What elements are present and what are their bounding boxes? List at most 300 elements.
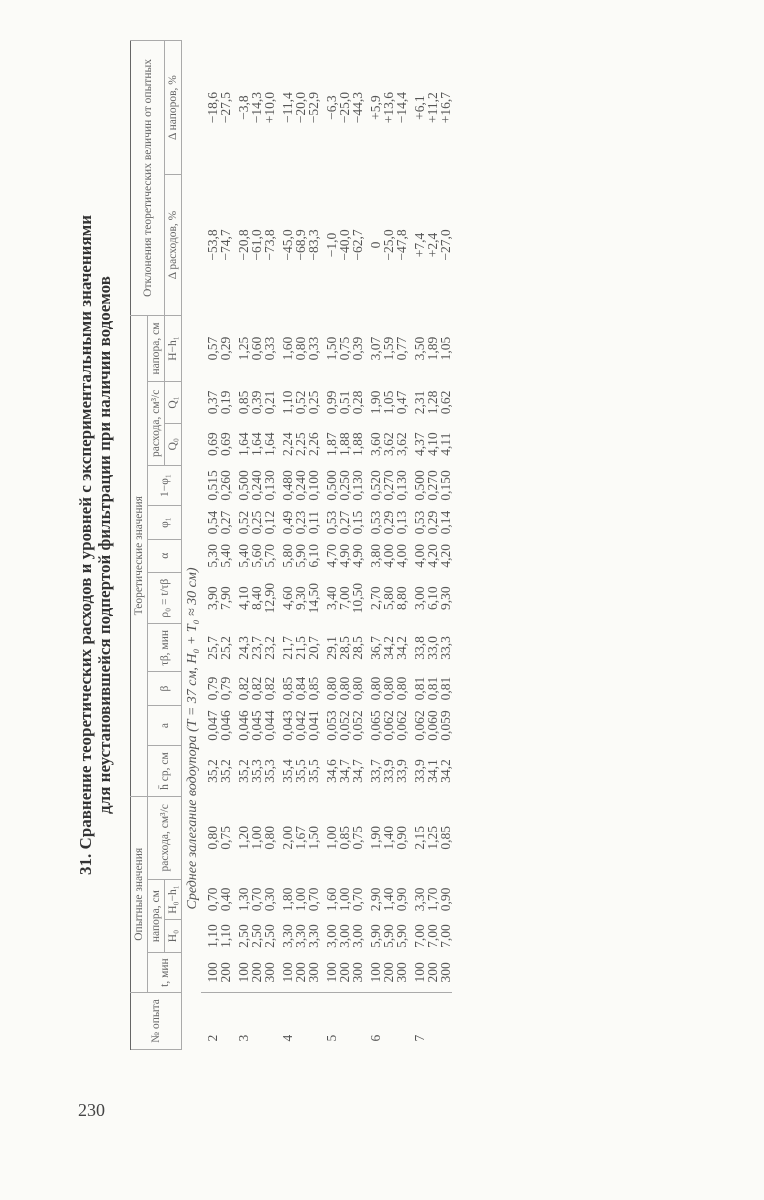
cell-h-avg: 35,2 <box>218 759 233 783</box>
cell-rho0: 14,50 <box>306 582 321 614</box>
header-tau-beta: τβ, мин <box>148 624 182 672</box>
cell-tau-beta: 25,7 <box>205 636 220 660</box>
cell-h-avg: 35,3 <box>249 759 264 783</box>
cell-rho0: 2,70 <box>368 586 383 610</box>
cell-H-h1: 0,29 <box>218 336 233 361</box>
table-row <box>219 41 232 1050</box>
cell-alpha: 5,30 <box>205 543 220 568</box>
cell-H-h1: 1,05 <box>438 336 453 361</box>
header-rho0: ρ₀ = t/τβ <box>148 572 182 623</box>
cell-Q0: 4,11 <box>438 432 453 456</box>
cell-beta: 0,85 <box>280 676 295 701</box>
cell-delta-head: +13,6 <box>381 91 396 124</box>
cell-H0-h1: 1,00 <box>337 887 352 912</box>
cell-exp-no <box>338 993 351 1050</box>
cell-delta-head: +6,1 <box>412 95 427 120</box>
cell-Q1: 0,99 <box>324 390 339 415</box>
cell-delta-flow: −62,7 <box>350 229 365 261</box>
cell-delta-head: −44,3 <box>350 91 365 124</box>
cell-rho0: 4,60 <box>280 586 295 610</box>
cell-exp-no <box>439 993 452 1050</box>
cell-H-h1: 1,25 <box>236 336 251 361</box>
cell-flow-exp: 1,40 <box>381 825 396 850</box>
cell-Q1: 0,51 <box>337 390 352 415</box>
cell-H-h1: 0,57 <box>205 336 220 361</box>
cell-t-min: 100 <box>205 962 220 983</box>
table-row <box>201 41 219 1050</box>
cell-delta-flow: −61,0 <box>249 229 264 261</box>
cell-rho0: 6,10 <box>425 586 440 610</box>
cell-Q1: 0,85 <box>236 390 251 415</box>
cell-one-minus-phi1: 0,130 <box>262 470 277 501</box>
cell-beta: 0,82 <box>249 676 264 701</box>
cell-a: 0,045 <box>249 710 264 741</box>
cell-tau-beta: 33,8 <box>412 636 427 660</box>
cell-H-h1: 0,33 <box>262 336 277 361</box>
cell-flow-exp: 2,15 <box>412 825 427 850</box>
cell-exp-no: 6 <box>364 993 382 1050</box>
cell-flow-exp: 1,50 <box>306 825 321 850</box>
cell-delta-flow: −20,8 <box>236 229 251 261</box>
cell-H0: 7,00 <box>438 924 453 948</box>
cell-beta: 0,85 <box>306 676 321 701</box>
cell-H0-h1: 0,40 <box>218 887 233 912</box>
cell-flow-exp: 2,00 <box>280 825 295 850</box>
cell-t-min: 100 <box>412 962 427 983</box>
cell-h-avg: 33,7 <box>368 759 383 783</box>
table-title <box>70 40 130 1050</box>
cell-tau-beta: 34,2 <box>381 636 396 660</box>
cell-rho0: 7,00 <box>337 586 352 610</box>
cell-beta: 0,81 <box>412 676 427 701</box>
cell-flow-exp: 0,75 <box>350 825 365 850</box>
cell-delta-head: −18,6 <box>205 91 220 124</box>
cell-H-h1: 1,60 <box>280 336 295 361</box>
cell-tau-beta: 33,3 <box>438 636 453 660</box>
cell-delta-flow: 0 <box>368 241 383 249</box>
cell-H0: 2,50 <box>262 924 277 948</box>
cell-one-minus-phi1: 0,240 <box>249 470 264 501</box>
cell-Q0: 0,69 <box>205 432 220 457</box>
section-label: Среднее залегание водоупора (T = 37 см, H₀ + T₀ ≈ 30 см) <box>185 567 200 910</box>
cell-exp-no: 3 <box>232 993 250 1050</box>
cell-flow-exp: 0,75 <box>218 825 233 850</box>
cell-H0: 1,10 <box>218 924 233 948</box>
cell-h-avg: 33,9 <box>412 759 427 783</box>
table-row <box>439 41 452 1050</box>
page-number: 230 <box>78 1100 105 1120</box>
cell-H0-h1: 0,70 <box>205 887 220 912</box>
cell-H0: 5,90 <box>394 924 409 948</box>
header-delta-flow: Δ расходов, % <box>165 175 182 316</box>
cell-alpha: 4,90 <box>337 543 352 568</box>
cell-h-avg: 35,3 <box>262 759 277 783</box>
cell-H0-h1: 1,70 <box>425 887 440 912</box>
header-phi1: φ₁ <box>148 506 182 539</box>
cell-exp-no <box>382 993 395 1050</box>
header-a: a <box>148 705 182 746</box>
cell-t-min: 200 <box>337 962 352 983</box>
cell-rho0: 8,40 <box>249 586 264 610</box>
cell-one-minus-phi1: 0,130 <box>394 470 409 501</box>
cell-alpha: 5,40 <box>236 543 251 568</box>
cell-delta-flow: −53,8 <box>205 229 220 261</box>
cell-exp-no: 7 <box>408 993 426 1050</box>
cell-one-minus-phi1: 0,520 <box>368 470 383 501</box>
cell-beta: 0,81 <box>425 676 440 701</box>
cell-H-h1: 0,33 <box>306 336 321 361</box>
cell-rho0: 3,90 <box>205 586 220 610</box>
cell-delta-flow: −45,0 <box>280 229 295 261</box>
cell-delta-head: −14,4 <box>394 91 409 124</box>
cell-alpha: 4,00 <box>381 543 396 568</box>
cell-h-avg: 34,7 <box>337 759 352 783</box>
table-row <box>320 41 338 1050</box>
cell-t-min: 300 <box>350 962 365 983</box>
cell-t-min: 200 <box>249 962 264 983</box>
cell-Q0: 1,64 <box>262 432 277 457</box>
cell-rho0: 3,40 <box>324 586 339 610</box>
cell-Q0: 3,62 <box>381 432 396 457</box>
table-row <box>364 41 382 1050</box>
cell-tau-beta: 25,2 <box>218 636 233 660</box>
cell-delta-head: −3,8 <box>236 95 251 120</box>
cell-H-h1: 0,39 <box>350 336 365 361</box>
cell-H0: 7,00 <box>425 924 440 948</box>
cell-flow-exp: 0,80 <box>205 825 220 850</box>
cell-rho0: 7,90 <box>218 586 233 610</box>
cell-delta-flow: −1,0 <box>324 232 339 258</box>
rotated-table-sheet <box>70 40 730 1050</box>
cell-alpha: 4,20 <box>425 543 440 568</box>
header-heads-cm: напора, см <box>148 880 165 953</box>
cell-delta-flow: −68,9 <box>293 229 308 261</box>
cell-Q0: 3,62 <box>394 432 409 457</box>
cell-H0: 7,00 <box>412 924 427 948</box>
cell-beta: 0,80 <box>324 676 339 701</box>
cell-one-minus-phi1: 0,100 <box>306 470 321 501</box>
cell-tau-beta: 28,5 <box>337 636 352 660</box>
cell-H0-h1: 3,30 <box>412 887 427 912</box>
cell-tau-beta: 23,7 <box>249 636 264 660</box>
cell-phi1: 0,53 <box>368 510 383 535</box>
cell-a: 0,062 <box>412 710 427 741</box>
cell-alpha: 4,00 <box>394 543 409 568</box>
cell-Q1: 0,62 <box>438 390 453 415</box>
cell-Q0: 1,64 <box>249 432 264 457</box>
header-Q0: Q₀ <box>165 423 182 465</box>
cell-H-h1: 1,59 <box>381 336 396 361</box>
cell-t-min: 300 <box>306 962 321 983</box>
cell-Q0: 2,24 <box>280 432 295 457</box>
header-h-avg: h̄ ср, см <box>148 746 182 796</box>
cell-tau-beta: 21,7 <box>280 636 295 660</box>
cell-delta-flow: −73,8 <box>262 229 277 261</box>
cell-delta-head: +5,9 <box>368 95 383 120</box>
cell-h-avg: 35,2 <box>236 759 251 783</box>
cell-exp-no: 4 <box>276 993 294 1050</box>
header-exp-no: № опыта <box>131 993 182 1050</box>
cell-t-min: 100 <box>324 962 339 983</box>
cell-delta-head: −20,0 <box>293 91 308 124</box>
cell-delta-head: +11,2 <box>425 92 440 123</box>
cell-flow-exp: 1,67 <box>293 825 308 850</box>
cell-flow-exp: 1,25 <box>425 825 440 850</box>
cell-exp-no: 5 <box>320 993 338 1050</box>
table-row <box>307 41 320 1050</box>
cell-rho0: 9,30 <box>293 586 308 610</box>
cell-a: 0,053 <box>324 710 339 741</box>
cell-exp-no <box>395 993 408 1050</box>
cell-rho0: 4,10 <box>236 586 251 610</box>
cell-exp-no <box>307 993 320 1050</box>
cell-H0: 3,00 <box>324 924 339 948</box>
cell-delta-flow: −40,0 <box>337 229 352 261</box>
cell-H0: 5,90 <box>381 924 396 948</box>
header-H-h1: H−h₁ <box>165 315 182 381</box>
cell-H-h1: 0,60 <box>249 336 264 361</box>
cell-Q0: 1,87 <box>324 432 339 457</box>
cell-H0: 2,50 <box>249 924 264 948</box>
cell-a: 0,062 <box>381 710 396 741</box>
cell-H0: 3,30 <box>306 924 321 948</box>
cell-h-avg: 35,5 <box>293 759 308 783</box>
cell-tau-beta: 29,1 <box>324 636 339 660</box>
cell-a: 0,059 <box>438 710 453 741</box>
cell-h-avg: 35,5 <box>306 759 321 783</box>
cell-flow-exp: 1,00 <box>249 825 264 850</box>
header-Q1: Q₁ <box>165 382 182 424</box>
cell-a: 0,062 <box>394 710 409 741</box>
cell-alpha: 6,10 <box>306 543 321 568</box>
cell-t-min: 300 <box>438 962 453 983</box>
cell-H-h1: 0,75 <box>337 336 352 361</box>
cell-one-minus-phi1: 0,270 <box>425 470 440 501</box>
cell-tau-beta: 28,5 <box>350 636 365 660</box>
cell-phi1: 0,53 <box>412 510 427 535</box>
cell-beta: 0,79 <box>218 676 233 701</box>
header-experimental-group: Опытные значения <box>131 796 148 993</box>
cell-phi1: 0,53 <box>324 510 339 535</box>
cell-rho0: 9,30 <box>438 586 453 610</box>
cell-phi1: 0,52 <box>236 510 251 535</box>
cell-one-minus-phi1: 0,240 <box>293 470 308 501</box>
cell-H-h1: 3,50 <box>412 336 427 361</box>
cell-one-minus-phi1: 0,500 <box>412 470 427 501</box>
cell-one-minus-phi1: 0,515 <box>205 470 220 501</box>
cell-flow-exp: 0,85 <box>438 825 453 850</box>
cell-alpha: 4,20 <box>438 543 453 568</box>
cell-a: 0,046 <box>218 710 233 741</box>
cell-exp-no <box>263 993 276 1050</box>
cell-a: 0,052 <box>337 710 352 741</box>
cell-H0: 5,90 <box>368 924 383 948</box>
cell-phi1: 0,27 <box>337 510 352 535</box>
cell-Q0: 3,60 <box>368 432 383 457</box>
cell-alpha: 5,90 <box>293 543 308 568</box>
header-head-theor: напора, см <box>148 315 165 381</box>
cell-beta: 0,80 <box>337 676 352 701</box>
cell-exp-no <box>426 993 439 1050</box>
cell-t-min: 200 <box>293 962 308 983</box>
cell-rho0: 8,80 <box>394 586 409 610</box>
header-theoretical-group: Теоретические значения <box>131 315 148 796</box>
cell-rho0: 3,00 <box>412 586 427 610</box>
cell-t-min: 200 <box>218 962 233 983</box>
cell-t-min: 100 <box>280 962 295 983</box>
cell-H0-h1: 0,90 <box>438 887 453 912</box>
cell-beta: 0,81 <box>438 676 453 701</box>
cell-rho0: 12,90 <box>262 582 277 614</box>
cell-flow-exp: 1,00 <box>324 825 339 850</box>
cell-delta-flow: −27,0 <box>438 229 453 261</box>
cell-phi1: 0,14 <box>438 510 453 535</box>
cell-Q1: 0,37 <box>205 390 220 415</box>
cell-H0-h1: 1,80 <box>280 887 295 912</box>
cell-phi1: 0,23 <box>293 510 308 535</box>
cell-phi1: 0,13 <box>394 510 409 535</box>
cell-H0-h1: 0,70 <box>350 887 365 912</box>
cell-delta-head: −25,0 <box>337 91 352 124</box>
cell-flow-exp: 0,80 <box>262 825 277 850</box>
cell-h-avg: 33,9 <box>381 759 396 783</box>
cell-H-h1: 1,89 <box>425 336 440 361</box>
cell-one-minus-phi1: 0,130 <box>350 470 365 501</box>
cell-Q1: 0,47 <box>394 390 409 415</box>
cell-alpha: 5,80 <box>280 543 295 568</box>
header-flow-exp: расхода, см³/с <box>148 796 182 879</box>
cell-H0-h1: 2,90 <box>368 887 383 912</box>
header-t-min: t, мин <box>148 953 182 993</box>
cell-t-min: 300 <box>262 962 277 983</box>
cell-a: 0,046 <box>236 710 251 741</box>
cell-h-avg: 34,7 <box>350 759 365 783</box>
cell-H-h1: 1,50 <box>324 336 339 361</box>
cell-Q1: 1,10 <box>280 390 295 415</box>
cell-H0: 3,00 <box>350 924 365 948</box>
cell-a: 0,041 <box>306 710 321 741</box>
cell-exp-no <box>351 993 364 1050</box>
cell-H0-h1: 0,70 <box>249 887 264 912</box>
cell-tau-beta: 21,5 <box>293 636 308 660</box>
cell-flow-exp: 0,90 <box>394 825 409 850</box>
cell-flow-exp: 1,90 <box>368 825 383 850</box>
cell-beta: 0,79 <box>205 676 220 701</box>
cell-beta: 0,80 <box>394 676 409 701</box>
cell-one-minus-phi1: 0,480 <box>280 470 295 501</box>
cell-Q1: 1,05 <box>381 390 396 415</box>
cell-one-minus-phi1: 0,250 <box>337 470 352 501</box>
cell-alpha: 4,70 <box>324 543 339 568</box>
cell-tau-beta: 23,2 <box>262 636 277 660</box>
cell-beta: 0,84 <box>293 676 308 701</box>
cell-H0-h1: 0,70 <box>306 887 321 912</box>
cell-tau-beta: 36,7 <box>368 636 383 660</box>
cell-Q1: 0,25 <box>306 390 321 415</box>
cell-alpha: 4,00 <box>412 543 427 568</box>
cell-delta-flow: −74,7 <box>218 229 233 261</box>
cell-H0: 1,10 <box>205 924 220 948</box>
header-deviation-group: Отклонения теоретических величин от опытных <box>131 41 165 316</box>
cell-beta: 0,80 <box>350 676 365 701</box>
cell-one-minus-phi1: 0,270 <box>381 470 396 501</box>
cell-a: 0,042 <box>293 710 308 741</box>
table-body <box>182 41 453 1050</box>
cell-Q1: 2,31 <box>412 390 427 415</box>
cell-H0-h1: 1,30 <box>236 887 251 912</box>
cell-H0: 3,30 <box>293 924 308 948</box>
cell-H-h1: 0,80 <box>293 336 308 361</box>
cell-phi1: 0,54 <box>205 510 220 535</box>
cell-H0: 3,30 <box>280 924 295 948</box>
cell-Q0: 2,26 <box>306 432 321 457</box>
cell-a: 0,043 <box>280 710 295 741</box>
comparison-table <box>130 40 452 1050</box>
cell-a: 0,060 <box>425 710 440 741</box>
cell-t-min: 100 <box>236 962 251 983</box>
title-line-2: для неустановившейся подпертой фильтрации при наличии водоемов <box>95 276 114 814</box>
cell-phi1: 0,29 <box>425 510 440 535</box>
cell-exp-no <box>294 993 307 1050</box>
cell-h-avg: 34,1 <box>425 759 440 783</box>
header-H0: H₀ <box>165 919 182 952</box>
cell-Q1: 0,19 <box>218 390 233 415</box>
cell-tau-beta: 33,0 <box>425 636 440 660</box>
table-row <box>351 41 364 1050</box>
cell-flow-exp: 0,85 <box>337 825 352 850</box>
cell-phi1: 0,11 <box>306 510 321 535</box>
table-row <box>408 41 426 1050</box>
cell-delta-head: −27,5 <box>218 91 233 124</box>
cell-exp-no <box>250 993 263 1050</box>
cell-H-h1: 3,07 <box>368 336 383 361</box>
cell-alpha: 5,60 <box>249 543 264 568</box>
header-alpha: α <box>148 539 182 572</box>
cell-exp-no: 2 <box>201 993 219 1050</box>
table-row <box>232 41 250 1050</box>
cell-delta-flow: +2,4 <box>425 232 440 258</box>
cell-Q1: 1,90 <box>368 390 383 415</box>
cell-delta-flow: +7,4 <box>412 232 427 258</box>
cell-Q0: 1,88 <box>337 432 352 457</box>
cell-delta-head: +16,7 <box>438 91 453 124</box>
header-one-minus-phi1: 1−φ₁ <box>148 465 182 506</box>
cell-beta: 0,82 <box>262 676 277 701</box>
cell-beta: 0,80 <box>381 676 396 701</box>
cell-t-min: 300 <box>394 962 409 983</box>
cell-Q1: 1,28 <box>425 390 440 415</box>
title-line-1: 31. Сравнение теоретических расходов и уровней с экспериментальными значениями <box>76 214 95 876</box>
cell-h-avg: 33,9 <box>394 759 409 783</box>
cell-phi1: 0,29 <box>381 510 396 535</box>
cell-rho0: 10,50 <box>350 582 365 614</box>
cell-beta: 0,82 <box>236 676 251 701</box>
cell-delta-flow: −83,3 <box>306 229 321 261</box>
header-delta-head: Δ напоров, % <box>165 41 182 175</box>
cell-delta-flow: −47,8 <box>394 229 409 261</box>
cell-delta-head: −14,3 <box>249 91 264 124</box>
cell-Q0: 2,25 <box>293 432 308 457</box>
cell-a: 0,065 <box>368 710 383 741</box>
cell-one-minus-phi1: 0,500 <box>236 470 251 501</box>
header-H0-h1: H₀−h₁ <box>165 880 182 920</box>
cell-Q1: 0,52 <box>293 390 308 415</box>
cell-H0: 3,00 <box>337 924 352 948</box>
cell-H0-h1: 1,00 <box>293 887 308 912</box>
cell-one-minus-phi1: 0,150 <box>438 470 453 501</box>
cell-h-avg: 34,2 <box>438 759 453 783</box>
cell-alpha: 3,80 <box>368 543 383 568</box>
